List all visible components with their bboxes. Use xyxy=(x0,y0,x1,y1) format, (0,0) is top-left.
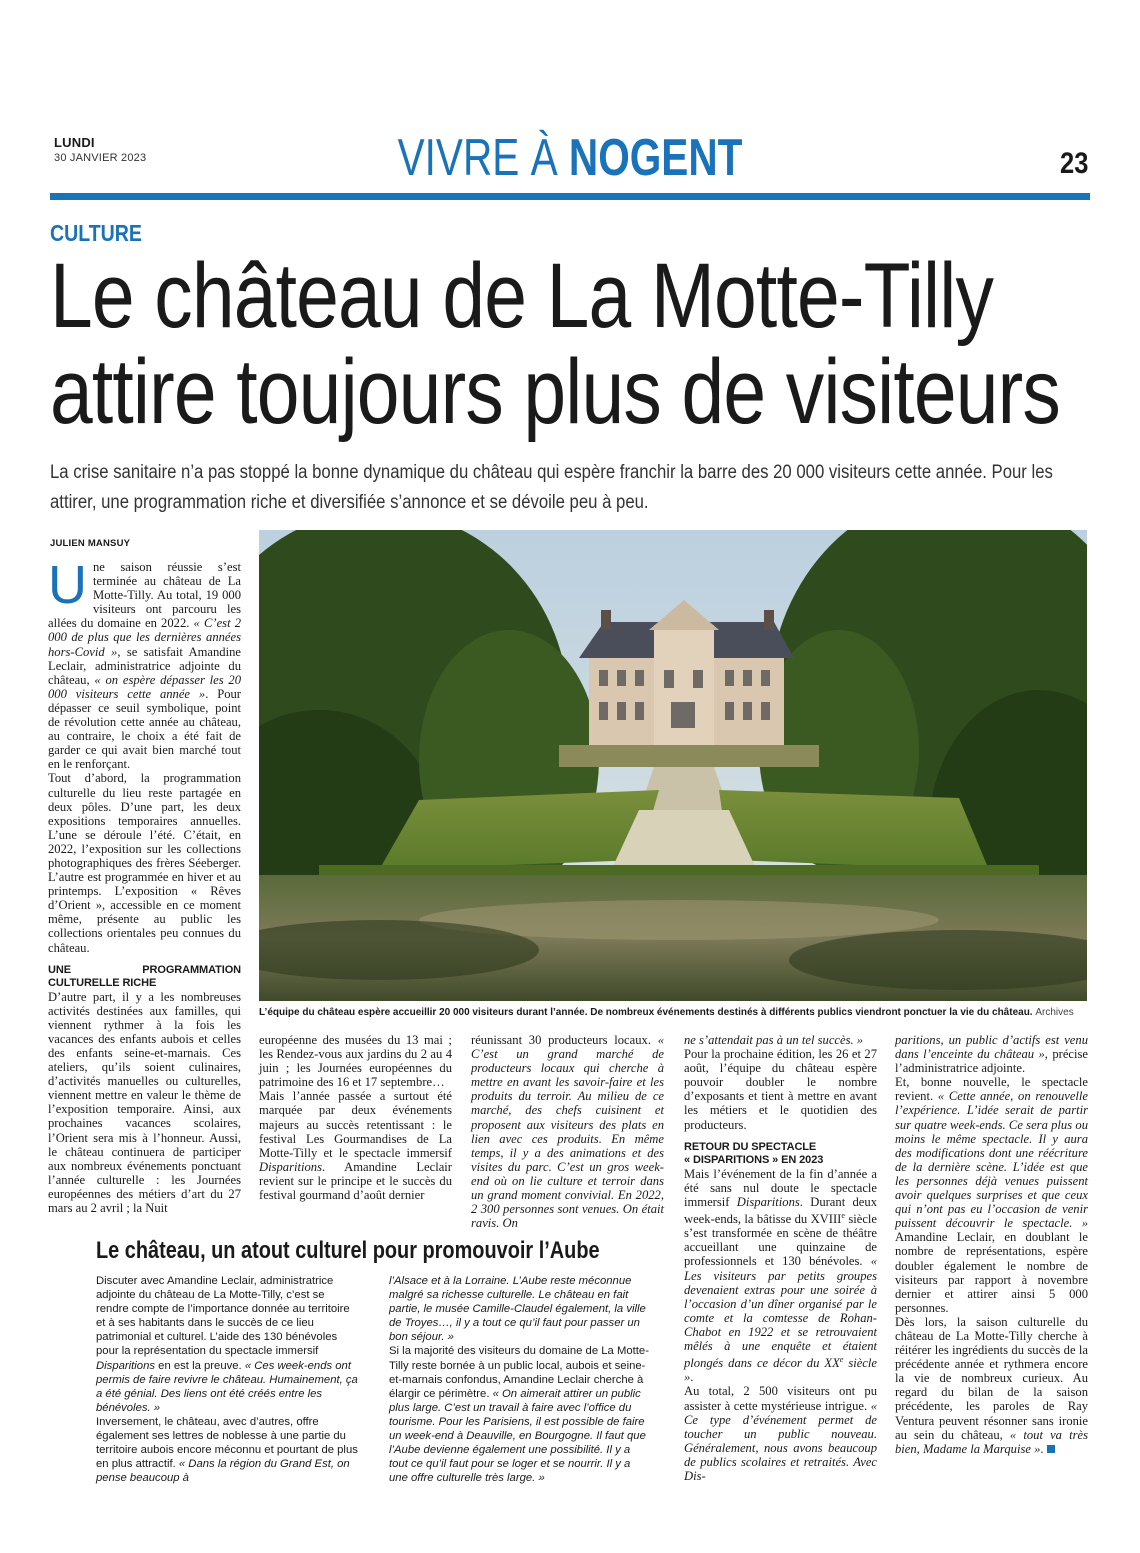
box-column-2 xyxy=(389,1274,651,1485)
box-paragraph: Discuter avec Amandine Leclair, administratrice adjointe du château de La Motte-Tilly, c’est se rendre compte de l’importance donnée au territoire et à ses habitants dans le succès de ce lieu patrimonial et culturel. L’aide des 130 bénévoles pour la représentation du spectacle immersif Disparitions en est la preuve. « Ces week-ends ont permis de faire revivre le château. Humainement, ça a été génial. Des liens ont été créés entre les bénévoles. » xyxy=(96,1275,358,1414)
article-paragraph: Et, bonne nouvelle, le spectacle revient. « Cette année, on renouvelle l’expérience. L’idée serait de partir sur quatre week-ends. Ce sera plus ou moins le même spectacle. Il y aura des modifications dont une réécriture de la dernière scène. L’idée est que les personnes déjà venues puissent avoir quelques surprises et que ceux qui n’ont pas eu l’occasion de venir puissent découvrir le spectacle. » Amandine Leclair, en doublant le nombre de représentations, espère doubler également le nombre de visiteurs par rapport à novembre dernier et attirer ainsi 5 000 personnes. xyxy=(895,1075,1089,1315)
article-column-5 xyxy=(895,1033,1088,1456)
headline-line-2: attire toujours plus de visiteurs xyxy=(50,341,1061,443)
caption-text: L’équipe du château espère accueillir 20 000 visiteurs durant l’année. De nombreux événements destinés à différents publics viendront ponctuer la vie du château. xyxy=(259,1007,1033,1018)
section-title-light: VIVRE À xyxy=(397,129,569,187)
article-paragraph: Mais l’événement de la fin d’année a été sans nul doute le spectacle immersif Disparitions. Durant deux week-ends, la bâtisse du XVIIIe siècle s’est transformée en scène de théâtre accueillant une quinzaine de professionnels et 130 bénévoles. « Les visiteurs par petits groupes devenaient extras pour une soirée à l’occasion d’un dîner organisé par le comte et la comtesse de Rohan-Chabot en 1922 et se retrouvaient mêlés à une enquête et étaient plongés dans ce décor du XXe siècle ». xyxy=(684,1166,877,1385)
subhead-spectacle-line-2: « DISPARITIONS » EN 2023 xyxy=(684,1153,824,1166)
end-mark xyxy=(1047,1445,1055,1453)
article-paragraph: Pour la prochaine édition, les 26 et 27 août, l’équipe du château espère pouvoir doubler le nombre d’exposants et tient à mettre en avant les métiers et le quotidien des producteurs. xyxy=(684,1047,877,1132)
article-column-1 xyxy=(48,555,242,1216)
byline: JULIEN MANSUY xyxy=(50,538,131,549)
article-column-4 xyxy=(684,1033,877,1483)
subhead-programmation: UNE PROGRAMMATION CULTURELLE RICHE xyxy=(48,963,241,989)
chateau-photo xyxy=(259,530,1087,1001)
page-number: 23 xyxy=(1059,147,1088,180)
box-title: Le château, un atout culturel pour promouvoir l’Aube xyxy=(96,1237,600,1264)
article-column-2 xyxy=(259,1033,452,1202)
article-paragraph: Une saison réussie s’est terminée au château de La Motte-Tilly. Au total, 19 000 visiteurs ont parcouru les allées du domaine en 2022. « C’est 2 000 de plus que les dernières années hors-Covid », se satisfait Amandine Leclair, administratrice adjointe du château, « on espère dépasser les 20 000 visiteurs cette année ». Pour dépasser ce seuil symbolique, point de révolution cette année au château, au contraire, le choix a été fait de garder ce qui avait bien marché tout en le renforçant. xyxy=(48,555,242,772)
drop-cap: U xyxy=(48,555,87,615)
article-paragraph: Mais l’année passée a surtout été marquée par deux événements majeurs au succès retentissant : le festival Les Gourmandises de La Motte-Tilly et le spectacle immersif Disparitions. Amandine Leclair revient sur le principe et le succès du festival gourmand d’août dernier xyxy=(259,1089,452,1203)
date-label: 30 JANVIER 2023 xyxy=(54,152,147,164)
headline-line-1: Le château de La Motte-Tilly xyxy=(50,245,994,347)
standfirst: La crise sanitaire n’a pas stoppé la bonne dynamique du château qui espère franchir la barre des 20 000 visiteurs cette année. Pour les attirer, une programmation riche et diversifiée s’annonce et se dévoile peu à peu. xyxy=(50,462,1053,513)
header-rule xyxy=(50,193,1090,200)
box-paragraph: l’Alsace et à la Lorraine. L’Aube reste méconnue malgré sa richesse culturelle. Le château en fait partie, le musée Camille-Claudel également, la ville de Troyes…, il y a tout ce qu’il faut pour passer un bon séjour. » xyxy=(389,1275,646,1344)
article-paragraph: paritions, un public d’actifs est venu dans l’enceinte du château », précise l’administratrice adjointe. xyxy=(895,1033,1088,1076)
box-paragraph: Inversement, le château, avec d’autres, offre également ses lettres de noblesse à une partie du territoire aubois encore méconnu et pourtant de plus en plus attractif. « Dans la région du Grand Est, on pense beaucoup à xyxy=(96,1415,358,1485)
photo-caption xyxy=(259,1006,1089,1019)
headline xyxy=(50,245,1102,443)
subhead-spectacle xyxy=(684,1141,877,1167)
article-paragraph: D’autre part, il y a les nombreuses activités destinées aux familles, qui viennent rythmer à la fois les vacances des enfants aubois et celles des enfants seine-et-marnais. Ces ateliers, qu’ils soient culinaires, d’activités manuelles ou culturelles, viennent mettre en valeur le thème de l’exposition temporaire. Ainsi, aux prochaines vacances scolaires, l’Orient sera mis à l’honneur. Aussi, le château continuera de participer aux nombreux événements ponctuant l’année culturelle : les Journées européennes des métiers d’art du 27 mars au 2 avril ; la Nuit xyxy=(48,989,241,1216)
article-paragraph: Tout d’abord, la programmation culturelle du lieu reste partagée en deux pôles. D’une part, les deux expositions temporaires annuelles. L’une se déroule l’été. C’était, en 2022, l’exposition sur les collections photographiques des frères Séeberger. L’autre est programmée en hiver et au printemps. L’exposition « Rêves d’Orient », accessible en ce moment même, présente au public les collections orientales peu connues du château. xyxy=(48,771,241,955)
article-paragraph: Au total, 2 500 visiteurs ont pu assister à cette mystérieuse intrigue. « Ce type d’événement permet de toucher un public nouveau. Généralement, nous avons beaucoup de publics scolaires et retraités. Avec Dis- xyxy=(684,1384,877,1483)
photo-credit: Archives xyxy=(1035,1007,1074,1018)
article-paragraph: Dès lors, la saison culturelle du château de La Motte-Tilly cherche à réitérer les ingrédients du succès de la précédente année et rythmera encore la vie de nombreux curieux. Au regard du bilan de la saison précédente, les paroles de Ray Ventura peuvent résonner sans ironie au sein du château, « tout va très bien, Madame la Marquise ». xyxy=(895,1314,1088,1456)
article-paragraph: ne s’attendait pas à un tel succès. » xyxy=(684,1033,864,1047)
subhead-spectacle-line-1: RETOUR DU SPECTACLE xyxy=(684,1140,817,1153)
section-title xyxy=(125,126,1014,190)
article-paragraph: européenne des musées du 13 mai ; les Rendez-vous aux jardins du 2 au 4 juin ; les Journées européennes du patrimoine des 16 et 17 septembre… xyxy=(259,1033,452,1090)
article-column-3 xyxy=(471,1033,664,1230)
article-paragraph: réunissant 30 producteurs locaux. « C’est un grand marché de producteurs locaux qui cherche à mettre en avant les savoir-faire et les produits du terroir. Au milieu de ce marché, des chefs cuisinent et proposent aux visiteurs des plats en lien avec ces produits. En même temps, il y a des animations et des visites du parc. C’est un gros week-end où on lie culture et terroir dans un grand moment convivial. En 2022, 2 300 personnes sont venues. On était ravis. On xyxy=(471,1033,664,1231)
box-column-1 xyxy=(96,1274,358,1485)
kicker: CULTURE xyxy=(50,220,142,246)
section-title-bold: NOGENT xyxy=(568,129,743,187)
day-label: LUNDI xyxy=(54,135,95,150)
box-paragraph: Si la majorité des visiteurs du domaine de La Motte-Tilly reste bornée à un public local, aubois et seine-et-marnais confondus, Amandine Leclair cherche à élargir ce périmètre. « On aimerait attirer un public plus large. C’est un travail à faire avec l’office du tourisme. Pour les Parisiens, il est possible de faire un week-end à Deauville, en Bourgogne. Il faut que l’Aube devienne également une possibilité. Il y a tout ce qu’il faut pour se loger et se nourrir. Il y a une offre culturelle très large. » xyxy=(389,1345,649,1485)
